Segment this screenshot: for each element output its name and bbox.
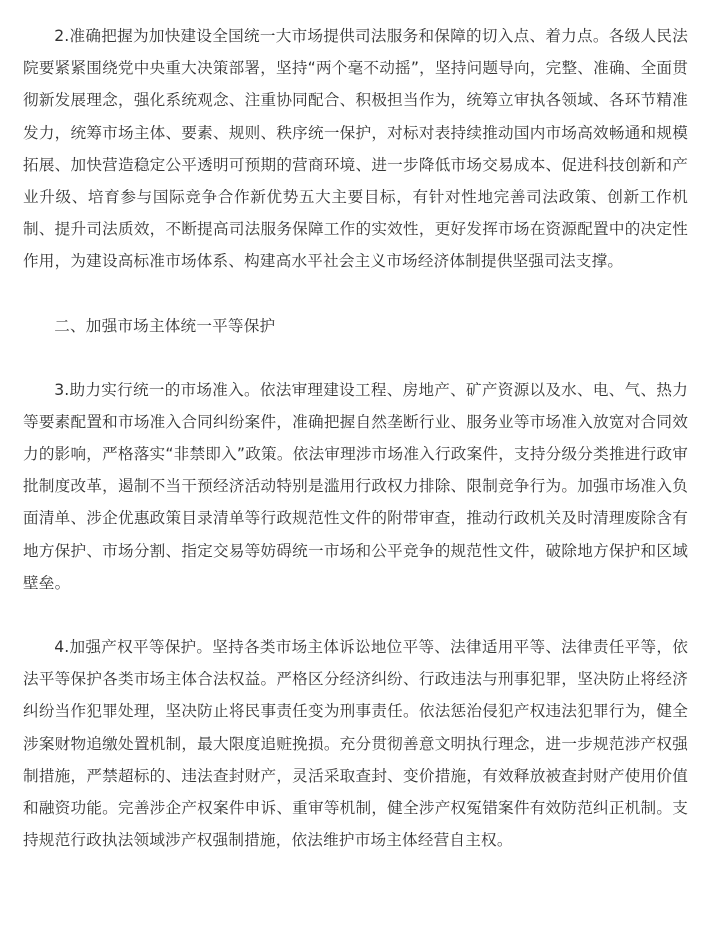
paragraph-3: 3.助力实行统一的市场准入。依法审理建设工程、房地产、矿产资源以及水、电、气、热力等要素配置和市场准入合同纠纷案件，准确把握自然垄断行业、服务业等市场准入放宽对合同效力的影响，严格落实“非禁即入”政策。依法审理涉市场准入行政案件，支持分级分类推进行政审批制度改革，遏制不当干预经济活动特别是滥用行政权力排除、限制竞争行为。加强市场准入负面清单、涉企优惠政策目录清单等行政规范性文件的附带审查，推动行政机关及时清理废除含有地方保护、市场分割、指定交易等妨碍统一市场和公平竞争的规范性文件，破除地方保护和区域壁垒。	[23, 380, 688, 592]
paragraph-4: 4.加强产权平等保护。坚持各类市场主体诉讼地位平等、法律适用平等、法律责任平等，依法平等保护各类市场主体合法权益。严格区分经济纠纷、行政违法与刑事犯罪，坚决防止将经济纠纷当作犯罪处理，坚决防止将民事责任变为刑事责任。依法惩治侵犯产权违法犯罪行为，健全涉案财物追缴处置机制，最大限度追赃挽损。充分贯彻善意文明执行理念，进一步规范涉产权强制措施，严禁超标的、违法查封财产，灵活采取查封、变价措施，有效释放被查封财产使用价值和融资功能。完善涉企产权案件申诉、重审等机制，健全涉产权冤错案件有效防范纠正机制。支持规范行政执法领域涉产权强制措施，依法维护市场主体经营自主权。	[23, 638, 688, 850]
section-heading-2: 二、加强市场主体统一平等保护	[54, 316, 276, 335]
paragraph-2: 2.准确把握为加快建设全国统一大市场提供司法服务和保障的切入点、着力点。各级人民法院要紧紧围绕党中央重大决策部署，坚持“两个毫不动摇”，坚持问题导向，完整、准确、全面贯彻新发展理念，强化系统观念、注重协同配合、积极担当作为，统筹立审执各领域、各环节精准发力，统筹市场主体、要素、规则、秩序统一保护，对标对表持续推动国内市场高效畅通和规模拓展、加快营造稳定公平透明可预期的营商环境、进一步降低市场交易成本、促进科技创新和产业升级、培育参与国际竞争合作新优势五大主要目标，有针对性地完善司法政策、创新工作机制、提升司法质效，不断提高司法服务保障工作的实效性，更好发挥市场在资源配置中的决定性作用，为建设高标准市场体系、构建高水平社会主义市场经济体制提供坚强司法支撑。	[23, 27, 688, 271]
